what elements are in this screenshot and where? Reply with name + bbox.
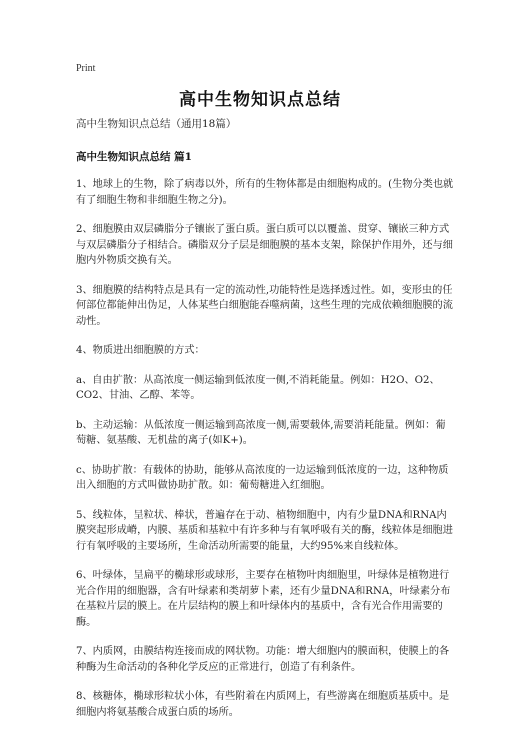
paragraph: 4、物质进出细胞膜的方式： xyxy=(76,345,205,356)
paragraph: 1、地球上的生物，除了病毒以外，所有的生物体都是由细胞构成的。(生物分类也就有了细胞生物和非细胞生物之分)。 xyxy=(76,179,454,206)
paragraph: 2、细胞膜由双层磷脂分子镶嵌了蛋白质。蛋白质可以以覆盖、贯穿、镶嵌三种方式与双层磷脂分子相结合。磷脂双分子层是细胞膜的基本支架，除保护作用外，还与细胞内外物质交换有关。 xyxy=(76,224,453,266)
article-subtitle: 高中生物知识点总结（通用18篇） xyxy=(76,118,237,130)
paragraph: 7、内质网，由膜结构连接而成的网状物。功能：增大细胞内的膜面积，使膜上的各种酶为生命活动的各种化学反应的正常进行，创造了有利条件。 xyxy=(76,646,450,673)
paragraph: a、自由扩散：从高浓度一侧运输到低浓度一侧,不消耗能量。例如：H2O、O2、CO2、甘油、乙醇、苯等。 xyxy=(76,374,440,401)
print-link[interactable]: Print xyxy=(76,63,96,74)
paragraph: 3、细胞膜的结构特点是具有一定的流动性,功能特性是选择透过性。如，变形虫的任何部位都能伸出伪足，人体某些白细胞能吞噬病菌，这些生理的完成依赖细胞膜的流动性。 xyxy=(76,284,453,327)
paragraph: c、协助扩散：有载体的协助，能够从高浓度的一边运输到低浓度的一边，这种物质出入细胞的方式叫做协助扩散。如：葡萄糖进入红细胞。 xyxy=(76,464,449,491)
paragraph: b、主动运输：从低浓度一侧运输到高浓度一侧,需要载体,需要消耗能量。例如：葡萄糖、氨基酸、无机盐的离子(如K+)。 xyxy=(76,419,446,446)
section-heading: 高中生物知识点总结 篇1 xyxy=(76,151,192,163)
paragraph: 8、核糖体，椭球形粒状小体，有些附着在内质网上，有些游离在细胞质基质中。是细胞内将氨基酸合成蛋白质的场所。 xyxy=(76,691,450,718)
paragraph: 5、线粒体，呈粒状、棒状，普遍存在于动、植物细胞中，内有少量DNA和RNA内膜突起形成嵴，内膜、基质和基粒中有许多种与有氧呼吸有关的酶，线粒体是细胞进行有氧呼吸的主要场所，生命活动所需要的能量，大约95%来自线粒体。 xyxy=(76,509,453,552)
page-title: 高中生物知识点总结 xyxy=(179,90,341,110)
article-body xyxy=(76,116,454,734)
paragraph: 6、叶绿体，呈扁平的椭球形或球形，主要存在植物叶肉细胞里，叶绿体是植物进行光合作用的细胞器，含有叶绿素和类胡萝卜素，还有少量DNA和RNA，叶绿素分布在基粒片层的膜上。在片层结构的膜上和叶绿体内的基质中，含有光合作用需要的酶。 xyxy=(76,570,451,628)
